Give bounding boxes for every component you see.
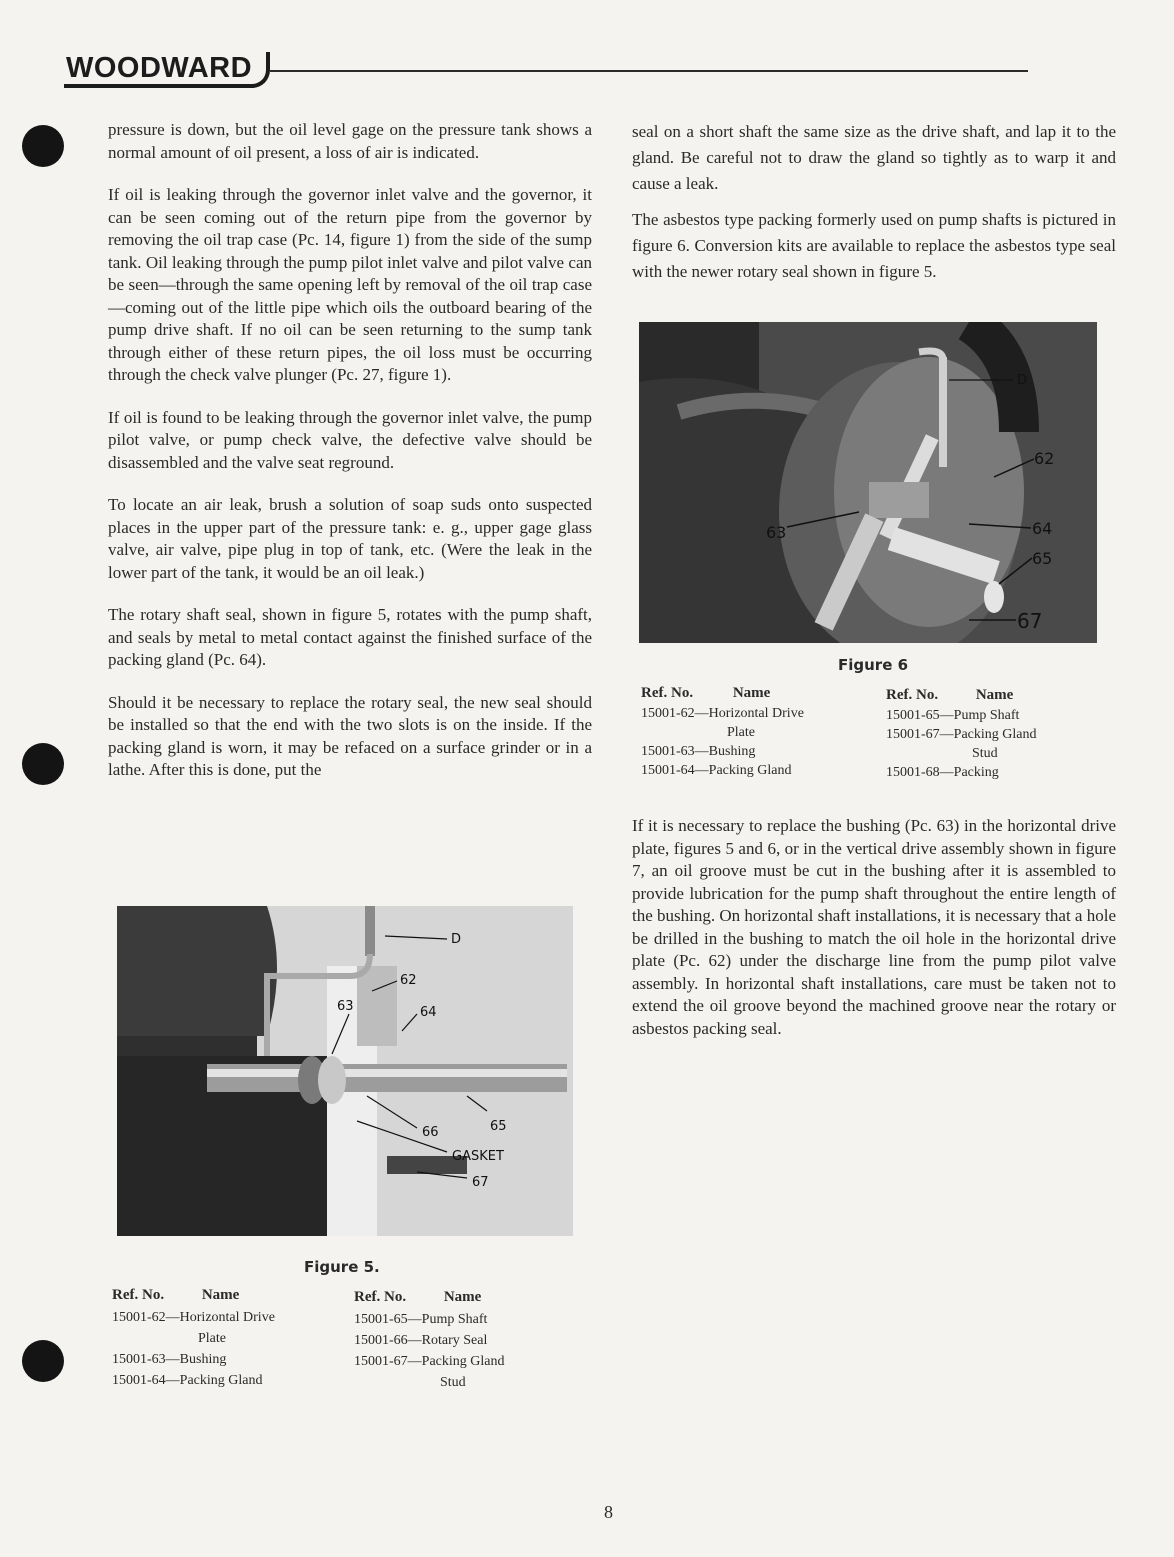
- right-column-text-top: [632, 119, 1116, 285]
- paragraph: If oil is leaking through the governor inlet valve and the governor, it can be seen coming out of the return pipe from the governor by removing the oil trap case (Pc. 14, figure 1) from the side of the sump tank. Oil leaking through the pump pilot inlet valve and pilot valve can be seen—through the same opening left by removal of the oil trap case—coming out of the little pipe which oils the outboard bearing of the pump drive shaft. If no oil can be seen returning to the sump tank through either of these return pipes, the oil loss must be occurring through the check valve plunger (Pc. 27, figure 1).: [108, 185, 592, 384]
- paragraph: The asbestos type packing formerly used on pump shafts is pictured in figure 6. Conversion kits are available to replace the asbestos type seal with the newer rotary seal shown in figure 5.: [632, 210, 1116, 281]
- fig6-label-67: 67: [1017, 609, 1043, 633]
- fig5-label-66: 66: [422, 1125, 439, 1140]
- fig5-label-67: 67: [472, 1175, 489, 1190]
- paragraph: seal on a short shaft the same size as the drive shaft, and lap it to the gland. Be careful not to draw the gland so tightly as to warp it and cause a leak.: [632, 122, 1116, 193]
- paragraph: If oil is found to be leaking through the governor inlet valve, the pump pilot valve, or pump check valve, the defective valve should be disassembled and the valve seat reground.: [108, 407, 592, 472]
- fig5-label-d: D: [451, 932, 462, 947]
- ref-item: 15001-64—Packing Gland: [641, 763, 792, 778]
- name-header: Name: [975, 687, 1014, 703]
- name-header: Name: [732, 685, 771, 701]
- header-rule: [270, 70, 1028, 72]
- ref-item: 15001-67—Packing Gland Stud: [886, 727, 1037, 761]
- ref-item: 15001-66—Rotary Seal: [354, 1333, 488, 1348]
- paragraph: Should it be necessary to replace the rotary seal, the new seal should be installed so that the end with the two slots is on the inside. If the packing gland is worn, it may be refaced on a surface grinder or in a lathe. After this is done, put the: [108, 692, 592, 779]
- fig6-label-62: 62: [1034, 449, 1055, 468]
- figure-6-caption: Figure 6: [838, 656, 909, 674]
- ref-header: [354, 1285, 574, 1309]
- ref-no-header: Ref. No.: [886, 687, 939, 703]
- figure-6-illustration: [639, 322, 1097, 643]
- ref-no-header: Ref. No.: [354, 1289, 407, 1305]
- ref-no-header: Ref. No.: [112, 1287, 165, 1303]
- figure-5-caption: Figure 5.: [304, 1258, 380, 1276]
- ref-item: 15001-65—Pump Shaft: [886, 708, 1020, 723]
- fig6-label-63: 63: [766, 523, 787, 542]
- fig6-label-65: 65: [1032, 549, 1053, 568]
- figure-5-photo: [117, 906, 573, 1236]
- ref-header: [886, 684, 1106, 706]
- fig5-label-65: 65: [490, 1119, 507, 1134]
- figure-5-illustration: [117, 906, 573, 1236]
- punch-hole-bottom: [22, 1340, 64, 1382]
- fig5-label-64: 64: [420, 1005, 437, 1020]
- ref-item: 15001-63—Bushing: [641, 744, 756, 759]
- name-header: Name: [201, 1287, 240, 1303]
- left-column-text: [108, 119, 592, 782]
- ref-item: 15001-68—Packing: [886, 765, 999, 780]
- paragraph: If it is necessary to replace the bushing (Pc. 63) in the horizontal drive plate, figures 5 and 6, or in the vertical drive assembly shown in figure 7, an oil groove must be cut in the bushing after it is assembled to provide lubrication for the pump shaft throughout the entire length of the bushing. On horizontal shaft installations, it is necessary that a hole be drilled in the bushing to match the oil hole in the horizontal drive plate (Pc. 62) under the discharge line from the pump pilot valve assembly. In horizontal shaft installations, care must be taken not to extend the oil groove beyond the machined groove near the rotary or asbestos packing seal.: [632, 816, 1116, 1038]
- fig5-label-gasket: GASKET: [452, 1149, 504, 1164]
- ref-item: 15001-63—Bushing: [112, 1352, 227, 1367]
- ref-item: 15001-65—Pump Shaft: [354, 1312, 488, 1327]
- fig5-label-62: 62: [400, 973, 417, 988]
- fig6-label-d: D: [1017, 373, 1028, 388]
- ref-item: 15001-62—Horizontal Drive Plate: [112, 1310, 275, 1346]
- woodward-logo: WOODWARD: [64, 52, 270, 88]
- punch-hole-middle: [22, 743, 64, 785]
- paragraph: The rotary shaft seal, shown in figure 5, rotates with the pump shaft, and seals by metal to metal contact against the finished surface of the packing gland (Pc. 64).: [108, 605, 592, 669]
- name-header: Name: [443, 1289, 482, 1305]
- figure-6-photo: [639, 322, 1097, 643]
- figure-5-ref-left: [112, 1283, 342, 1391]
- ref-header: [112, 1283, 342, 1307]
- ref-item: 15001-64—Packing Gland: [112, 1373, 263, 1388]
- figure-6-ref-left: [641, 682, 871, 780]
- ref-item: 15001-67—Packing Gland Stud: [354, 1354, 505, 1390]
- fig5-label-63: 63: [337, 999, 354, 1014]
- punch-hole-top: [22, 125, 64, 167]
- right-column-text-bottom: [632, 815, 1116, 1040]
- page-number: 8: [604, 1502, 613, 1522]
- fig6-label-64: 64: [1032, 519, 1053, 538]
- ref-header: [641, 682, 871, 704]
- ref-no-header: Ref. No.: [641, 685, 694, 701]
- figure-5-ref-right: [354, 1285, 574, 1393]
- ref-item: 15001-62—Horizontal Drive Plate: [641, 706, 804, 740]
- paragraph: pressure is down, but the oil level gage on the pressure tank shows a normal amount of oil present, a loss of air is indicated.: [108, 120, 592, 162]
- paragraph: To locate an air leak, brush a solution of soap suds onto suspected places in the upper part of the pressure tank: e. g., upper gage glass valve, air valve, pipe plug in top of tank, etc. (Were the leak in the lower part of the tank, it would be an oil leak.): [108, 495, 592, 582]
- figure-6-ref-right: [886, 684, 1106, 782]
